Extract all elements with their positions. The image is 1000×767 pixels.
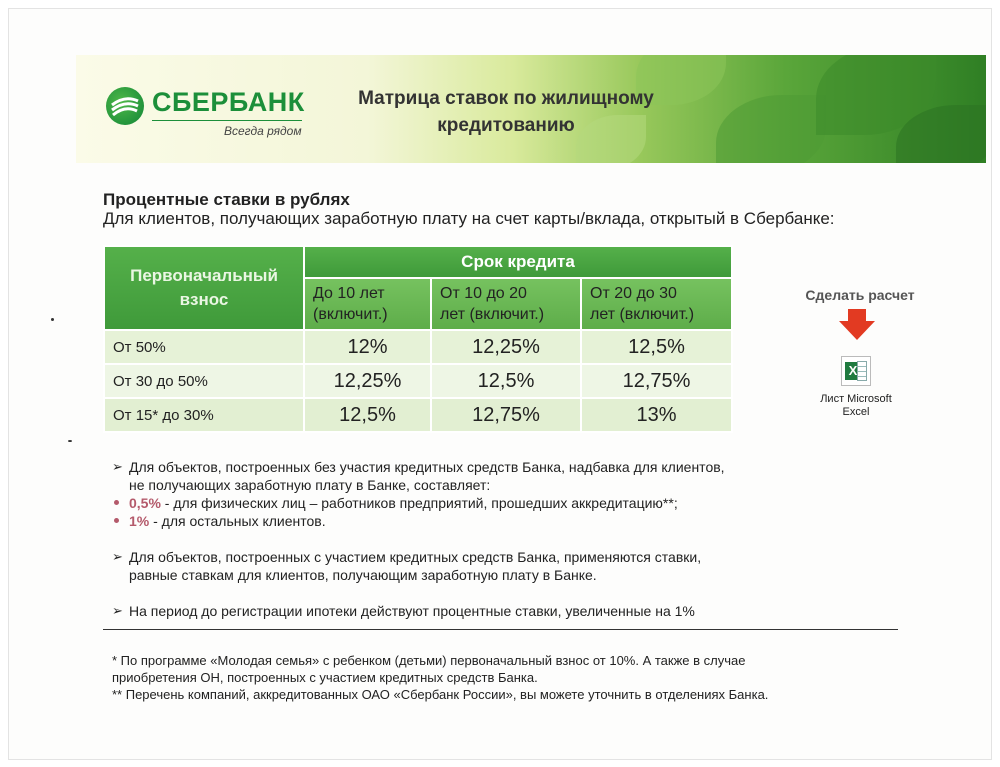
- footnote-1-line-2: приобретения ОН, построенных с участием кредитных средств Банка.: [112, 670, 538, 685]
- rate-cell: 12,5%: [304, 398, 431, 432]
- logo-slogan: Всегда рядом: [224, 124, 302, 138]
- table-row: [104, 364, 732, 398]
- arrow-down-icon: [838, 309, 876, 341]
- bullet-2-line-1: ➢ Для объектов, построенных с участием кредитных средств Банка, применяются ставки,: [129, 549, 702, 565]
- excel-icon[interactable]: [841, 356, 871, 386]
- table-row: [104, 330, 732, 364]
- logo-name: СБЕРБАНК: [152, 87, 305, 117]
- rate-cell: 12,25%: [304, 364, 431, 398]
- row-label: От 15* до 30%: [104, 398, 304, 432]
- rate-cell: 13%: [581, 398, 732, 432]
- term-1-line-2: (включит.): [313, 306, 388, 323]
- section-heading: Процентные ставки в рублях: [103, 190, 350, 209]
- column-header-term-2: [431, 278, 581, 330]
- list-item: [112, 458, 812, 494]
- footnote-1-line-1: * По программе «Молодая семья» с ребенком (детьми) первоначальный взнос от 10%. А также в случае: [112, 653, 746, 668]
- list-item: [112, 602, 812, 620]
- term-3-line-1: От 20 до 30: [590, 285, 677, 302]
- corner-line-2: взнос: [179, 290, 229, 309]
- excel-label-line-1: Лист Microsoft: [820, 393, 892, 405]
- header-banner: [76, 55, 986, 163]
- sub-list-item: [112, 512, 812, 530]
- title-line-1: Матрица ставок по жилищному: [358, 88, 654, 109]
- bullet-1-line-1: ➢ Для объектов, построенных без участия кредитных средств Банка, надбавка для клиентов,: [129, 459, 725, 475]
- term-2-line-1: От 10 до 20: [440, 285, 527, 302]
- footnotes: [112, 652, 892, 703]
- rate-cell: 12,5%: [431, 364, 581, 398]
- logo-underline: [152, 120, 302, 121]
- rate-cell: 12%: [304, 330, 431, 364]
- surcharge-text: - для физических лиц – работников предприятий, прошедших аккредитацию**;: [160, 495, 678, 511]
- section-subheading: Для клиентов, получающих заработную плату на счет карты/вклада, открытый в Сбербанке:: [103, 209, 835, 228]
- footnote-2: ** Перечень компаний, аккредитованных ОАО «Сбербанк России», вы можете уточнить в отделениях Банка.: [112, 687, 769, 702]
- row-label: От 50%: [104, 330, 304, 364]
- column-header-down-payment: [104, 246, 304, 330]
- scan-speck: [51, 318, 54, 321]
- rate-cell: 12,75%: [581, 364, 732, 398]
- surcharge-text: - для остальных клиентов.: [149, 513, 326, 529]
- term-3-line-2: лет (включит.): [590, 306, 695, 323]
- rate-cell: 12,5%: [581, 330, 732, 364]
- scan-speck: [68, 440, 72, 442]
- sberbank-logo: [106, 85, 306, 145]
- term-1-line-1: До 10 лет: [313, 285, 385, 302]
- rate-cell: 12,25%: [431, 330, 581, 364]
- footnote-divider: [103, 629, 898, 630]
- surcharge-value: 1%: [129, 513, 150, 529]
- surcharge-value: 0,5%: [129, 495, 161, 511]
- bullet-1-line-2: не получающих заработную плату в Банке, составляет:: [129, 477, 491, 493]
- column-header-term-1: [304, 278, 431, 330]
- rate-cell: 12,75%: [431, 398, 581, 432]
- column-header-term-3: [581, 278, 732, 330]
- excel-grid-glyph: [857, 361, 867, 381]
- list-item: [112, 548, 812, 584]
- document-title: [356, 85, 656, 139]
- conditions-list: [112, 458, 812, 620]
- sberbank-logo-mark-icon: [106, 87, 144, 125]
- table-row: [104, 398, 732, 432]
- excel-file-label[interactable]: [812, 393, 900, 419]
- bullet-3-text: ➢ На период до регистрации ипотеки действуют процентные ставки, увеличенные на 1%: [129, 603, 695, 619]
- excel-x-glyph: X: [845, 362, 861, 380]
- corner-line-1: Первоначальный: [130, 266, 278, 285]
- column-header-term: Срок кредита: [304, 246, 732, 278]
- term-2-line-2: лет (включит.): [440, 306, 545, 323]
- calculate-label: Сделать расчет: [805, 287, 915, 303]
- rates-table: [103, 245, 733, 433]
- sub-list-item: [112, 494, 812, 512]
- row-label: От 30 до 50%: [104, 364, 304, 398]
- title-line-2: кредитованию: [437, 115, 575, 136]
- bullet-2-line-2: равные ставкам для клиентов, получающим заработную плату в Банке.: [129, 567, 597, 583]
- excel-label-line-2: Excel: [842, 406, 870, 418]
